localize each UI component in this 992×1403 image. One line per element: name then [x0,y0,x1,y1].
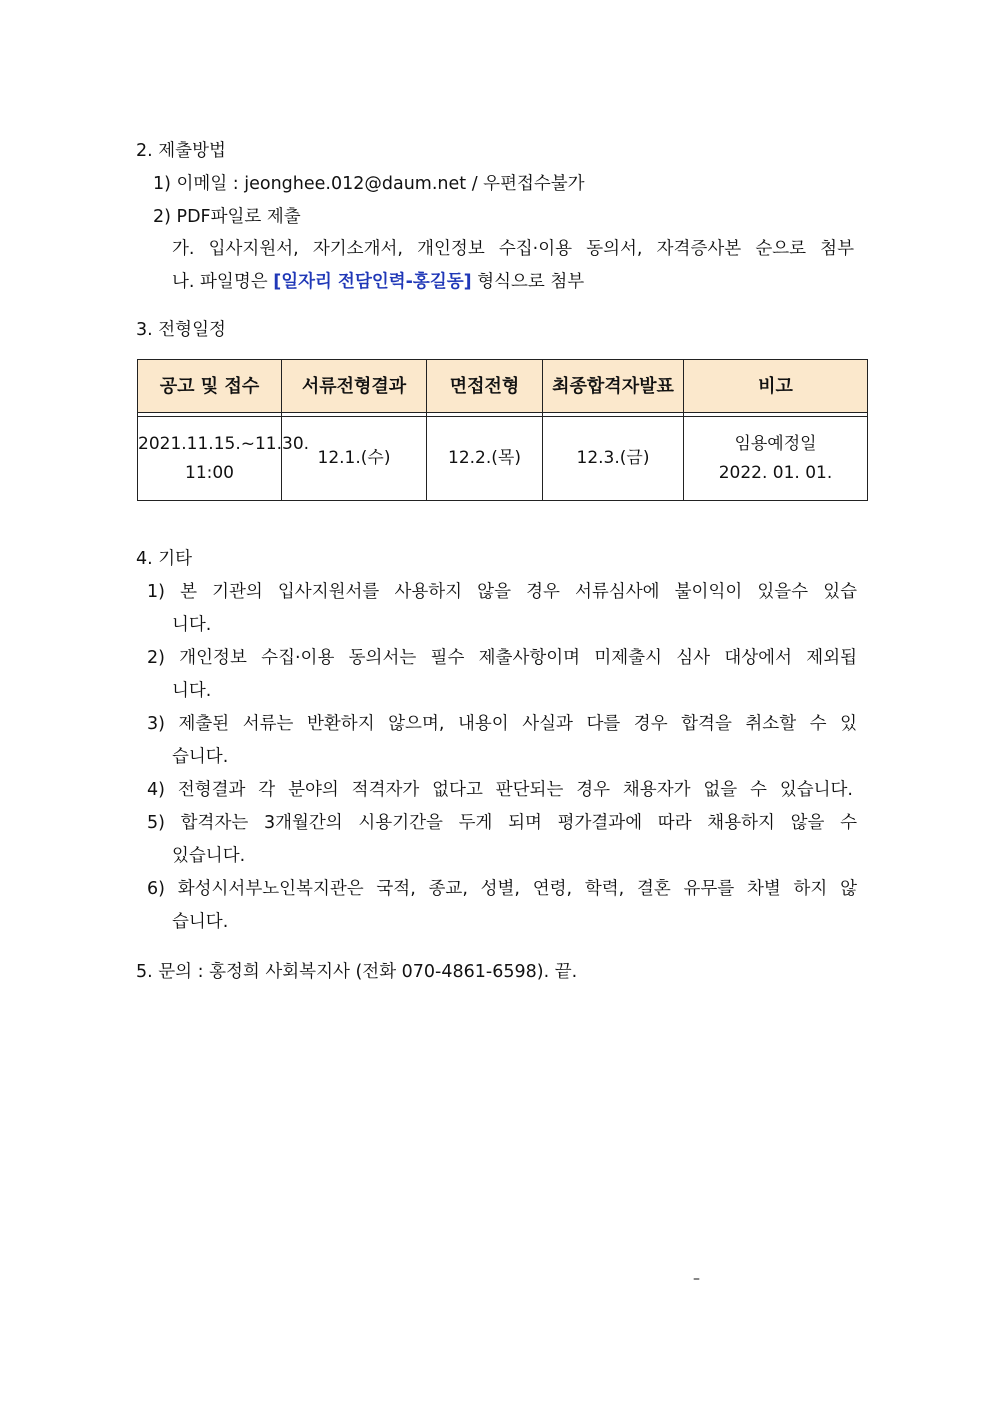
cell-announce [138,417,310,501]
cell-interview: 12.2.(목) [427,417,543,501]
filename-format-highlight: [일자리 전담인력-홍길동] [273,272,472,292]
announce-time: 11:00 [185,462,234,483]
note-label: 임용예정일 [734,433,817,454]
section4-item-6-line2: 습니다. [172,912,229,932]
cell-note [684,417,868,501]
section2-sub-na [172,270,584,294]
schedule-header-row [138,360,868,413]
cell-document-result: 12.1.(수) [282,417,427,501]
section4-item-2-line1: 2) 개인정보 수집·이용 동의서는 필수 제출사항이며 미제출시 심사 대상에서 제외됩 [147,648,857,668]
section4-item-1-line2: 니다. [172,615,212,635]
section4-item-5-line1: 5) 합격자는 3개월간의 시용기간을 두게 되며 평가결과에 따라 채용하지 않을 수 [147,813,857,833]
section4-item-3-line2: 습니다. [172,747,229,767]
header-final: 최종합격자발표 [543,360,684,413]
schedule-row [138,417,868,501]
section4-item-3-line1: 3) 제출된 서류는 반환하지 않으며, 내용이 사실과 다를 경우 합격을 취소할 수 있 [147,714,857,734]
header-document-result: 서류전형결과 [282,360,427,413]
footer-dash: – [693,1271,700,1287]
header-announce: 공고 및 접수 [138,360,282,413]
section2-heading: 2. 제출방법 [136,141,226,161]
note-date: 2022. 01. 01. [718,462,833,483]
section4-item-5-line2: 있습니다. [172,846,246,866]
section2-sub-ga: 가. 입사지원서, 자기소개서, 개인정보 수집·이용 동의서, 자격증사본 순으로 첨부 [172,239,854,259]
section3-heading: 3. 전형일정 [136,320,226,340]
header-interview: 면접전형 [427,360,543,413]
section4-heading: 4. 기타 [136,549,193,569]
section2-item-pdf: 2) PDF파일로 제출 [153,207,301,227]
sub-na-suffix: 형식으로 첨부 [477,272,585,292]
cell-final: 12.3.(금) [543,417,684,501]
sub-na-prefix: 나. 파일명은 [172,272,268,292]
section5-inquiry: 5. 문의 : 홍정희 사회복지사 (전화 070-4861-6598). 끝. [136,962,578,982]
section4-item-4-line1: 4) 전형결과 각 분야의 적격자가 없다고 판단되는 경우 채용자가 없을 수 있습니다. [147,780,853,800]
section2-item-email: 1) 이메일 : jeonghee.012@daum.net / 우편접수불가 [153,174,585,194]
schedule-table [137,359,868,501]
announce-period: 2021.11.15.~11.30. [138,433,310,454]
section4-item-6-line1: 6) 화성시서부노인복지관은 국적, 종교, 성별, 연령, 학력, 결혼 유무를 차별 하지 않 [147,879,857,899]
section4-item-1-line1: 1) 본 기관의 입사지원서를 사용하지 않을 경우 서류심사에 불이익이 있을수 있습 [147,582,857,602]
section4-item-2-line2: 니다. [172,681,212,701]
header-note: 비고 [684,360,868,413]
